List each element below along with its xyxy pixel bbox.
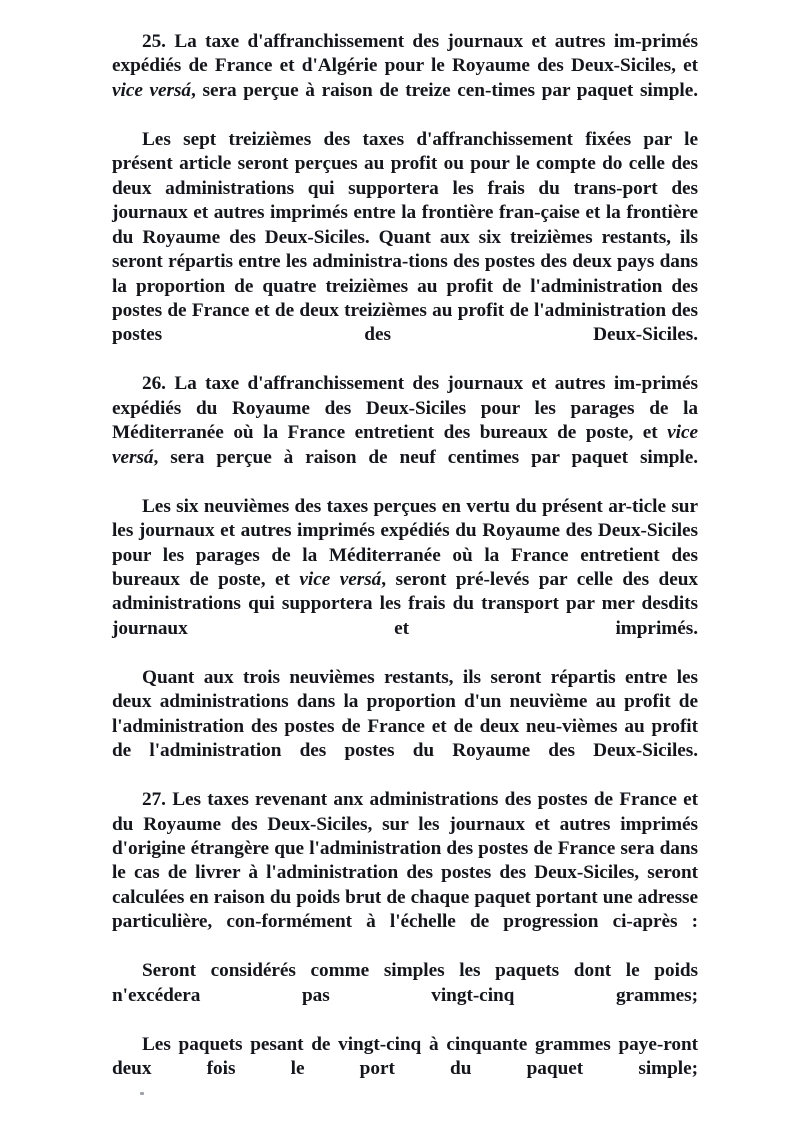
paragraph-text: Les six neuvièmes des taxes perçues en vertu du présent ar-ticle sur les journaux et autres imprimés expédiés du Royaume des Deux-Siciles pour les parages de la Méditerranée où la France entretient des bureaux de poste, et bbox=[112, 495, 698, 590]
paragraph bbox=[112, 128, 698, 373]
paragraph-text: Seront considérés comme simples les paquets dont le poids n'excédera pas vingt-cinq grammes; bbox=[112, 960, 698, 1006]
paragraph bbox=[112, 372, 698, 494]
paragraph-text: , sera perçue à raison de neuf centimes par paquet simple. bbox=[153, 446, 698, 468]
paragraph bbox=[112, 959, 698, 1032]
paragraph-text: 26. La taxe d'affranchissement des journaux et autres im-primés expédiés du Royaume des Deux-Siciles pour les parages de la Méditerranée où la France entretient des bureaux de poste, et bbox=[112, 373, 698, 444]
scan-speck bbox=[140, 1092, 144, 1095]
text-column bbox=[112, 30, 698, 1106]
paragraph-text: Les sept treizièmes des taxes d'affranchissement fixées par le présent article seront perçues au profit ou pour le compte do celle des deux administrations qui supportera les frais du trans-port des journaux et autres imprimés entre la frontière fran-çaise et la frontière du Royaume des Deux-Siciles. Quant aux six treizièmes restants, ils seront répartis entre les administra-tions des postes des deux pays dans la proportion de quatre treizièmes au profit de l'administration des postes de France et de deux treizièmes au profit de l'administration des postes des Deux-Siciles. bbox=[112, 128, 698, 346]
latin-phrase: vice versá bbox=[112, 79, 192, 101]
paragraph-text: Les paquets pesant de vingt-cinq à cinquante grammes paye-ront deux fois le port du paquet simple; bbox=[112, 1033, 698, 1080]
latin-phrase: vice versá bbox=[299, 568, 382, 590]
paragraph bbox=[112, 1033, 698, 1106]
paragraph-text: 25. La taxe d'affranchissement des journaux et autres im-primés expédiés de France et d'Algérie pour le Royaume des Deux-Siciles, et bbox=[112, 31, 698, 77]
paragraph-text: 27. Les taxes revenant anx administrations des postes de France et du Royaume des Deux-Siciles, sur les journaux et autres imprimés d'origine étrangère que l'administration des postes de France sera dans le cas de livrer à l'administration des postes des Deux-Siciles, seront calculées en raison du poids brut de chaque paquet portant une adresse particulière, con-formément à l'échelle de progression ci-après : bbox=[112, 789, 698, 933]
paragraph bbox=[112, 30, 698, 128]
paragraph-text: , sera perçue à raison de treize cen-times par paquet simple. bbox=[191, 79, 698, 101]
paragraph-text: , seront pré-levés par celle des deux administrations qui supportera les frais du transport par mer desdits journaux et imprimés. bbox=[112, 568, 698, 639]
paragraph-text: Quant aux trois neuvièmes restants, ils seront répartis entre les deux administrations dans la proportion d'un neuvième au profit de l'administration des postes de France et de deux neu-vièmes au profit de l'administration des postes du Royaume des Deux-Siciles. bbox=[112, 666, 698, 762]
paragraph bbox=[112, 666, 698, 788]
paragraph bbox=[112, 788, 698, 959]
paragraph bbox=[112, 495, 698, 666]
latin-phrase: vice versá bbox=[112, 422, 698, 468]
